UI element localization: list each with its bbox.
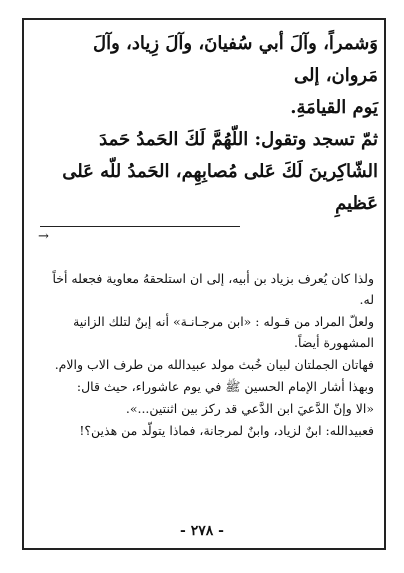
footnotes-block <box>40 268 374 442</box>
footnote-paragraph: «الا وإنّ الدَّعيَ ابن الدَّعي قد ركز بين اثنتين...». <box>125 401 374 416</box>
footnote-separator <box>40 226 240 227</box>
footnote-paragraph: ولذا كان يُعرف بزياد بن أبيه، إلى ان استلحقهُ معاوية فجعله أخاً له. <box>52 271 374 307</box>
footnote-paragraph: فهاتان الجملتان لبيان خُبث مولد عبيدالله من طرف الاب والام. <box>54 357 374 372</box>
main-line-2: يَوم القيامَةِ. <box>290 97 378 118</box>
footnote-paragraph: وبهذا أشار الإمام الحسين ﷺ في يوم عاشوراء، حيث قال: <box>76 379 374 394</box>
main-line-3: ثمّ تسجد وتقول: اللّهُمَّ لَكَ الحَمدُ حَمدَ <box>99 129 378 150</box>
main-line-4: الشّاكِرينَ لَكَ عَلى مُصابِهِم، الحَمدُ للّه عَلى عَظيمِ <box>62 161 378 214</box>
footnote-paragraph: ولعلّ المراد من قـوله : «ابن مرجـانـة» أنه إبنٌ لتلك الزانية المشهورة أيضاً. <box>73 314 374 350</box>
footnote-paragraph: فعبيدالله: ابنٌ لزياد، وابنٌ لمرجانة، فماذا يتولّد من هذين؟! <box>79 423 374 438</box>
main-text-block <box>38 28 378 220</box>
page-number: - ٢٧٨ - <box>180 523 224 539</box>
continuation-arrow-icon: → <box>38 229 49 244</box>
main-line-1: وَشمراً، وآلَ أبي سُفيانَ، وآلَ زِياد، وآلَ مَروان، إلى <box>93 33 378 86</box>
